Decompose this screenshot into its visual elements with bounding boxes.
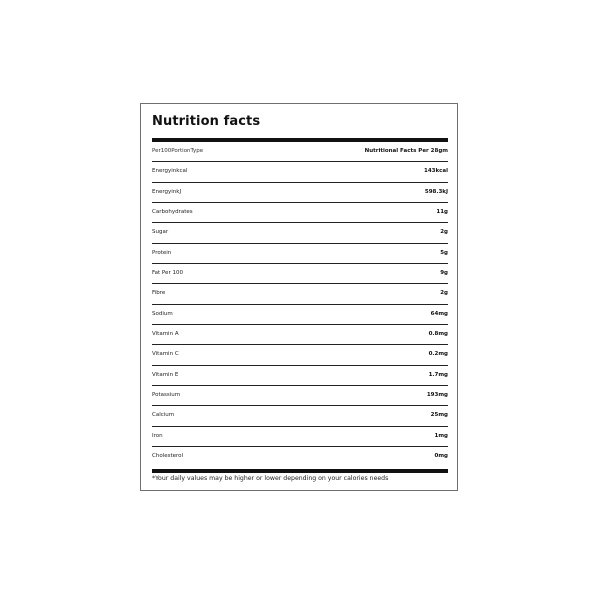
header-label: Per100PortionType — [152, 147, 204, 154]
table-row — [152, 447, 448, 467]
table-row — [152, 223, 448, 243]
footnote: *Your daily values may be higher or lower depending on your calories needs — [152, 475, 389, 482]
table-row — [152, 162, 448, 182]
nutrient-value: 598.3kJ — [424, 188, 448, 195]
nutrient-value: 0.2mg — [428, 351, 448, 358]
nutrient-value: 2g — [440, 229, 448, 236]
nutrient-value: 1.7mg — [428, 371, 448, 378]
nutrient-label: Vitamin E — [152, 371, 179, 378]
table-header-row — [152, 142, 448, 162]
table-row — [152, 284, 448, 304]
nutrient-label: Fat Per 100 — [152, 269, 183, 276]
table-row — [152, 203, 448, 223]
panel-title: Nutrition facts — [152, 114, 261, 129]
table-row — [152, 345, 448, 365]
bottom-divider — [152, 469, 448, 473]
table-row — [152, 244, 448, 264]
header-value: Nutritional Facts Per 28gm — [364, 147, 448, 154]
nutrient-label: Potassium — [152, 391, 181, 398]
nutrient-label: Protein — [152, 249, 172, 256]
table-row — [152, 427, 448, 447]
nutrient-value: 25mg — [430, 412, 448, 419]
nutrition-facts-panel — [140, 103, 458, 491]
nutrient-label: Cholesterol — [152, 453, 184, 460]
nutrient-label: Carbohydrates — [152, 208, 193, 215]
nutrient-label: Sodium — [152, 310, 173, 317]
nutrient-value: 64mg — [430, 310, 448, 317]
nutrient-value: 193mg — [426, 391, 448, 398]
nutrient-label: Fibre — [152, 290, 166, 297]
nutrient-label: EnergyinkJ — [152, 188, 182, 195]
nutrient-value: 0mg — [434, 453, 448, 460]
nutrient-label: Vitamin A — [152, 330, 179, 337]
table-row — [152, 366, 448, 386]
nutrient-value: 5g — [440, 249, 448, 256]
nutrient-value: 0.8mg — [428, 330, 448, 337]
table-row — [152, 386, 448, 406]
table-row — [152, 264, 448, 284]
nutrient-label: Sugar — [152, 229, 169, 236]
nutrient-value: 11g — [436, 208, 448, 215]
table-row — [152, 406, 448, 426]
table-row — [152, 183, 448, 203]
nutrient-label: Iron — [152, 432, 163, 439]
nutrient-label: Energyinkcal — [152, 168, 188, 175]
nutrient-label: Calcium — [152, 412, 175, 419]
table-row — [152, 305, 448, 325]
nutrient-value: 9g — [440, 269, 448, 276]
nutrient-value: 143kcal — [424, 168, 448, 175]
nutrient-value: 2g — [440, 290, 448, 297]
nutrition-table — [152, 142, 448, 467]
nutrient-value: 1mg — [434, 432, 448, 439]
table-row — [152, 325, 448, 345]
nutrient-label: Vitamin C — [152, 351, 179, 358]
